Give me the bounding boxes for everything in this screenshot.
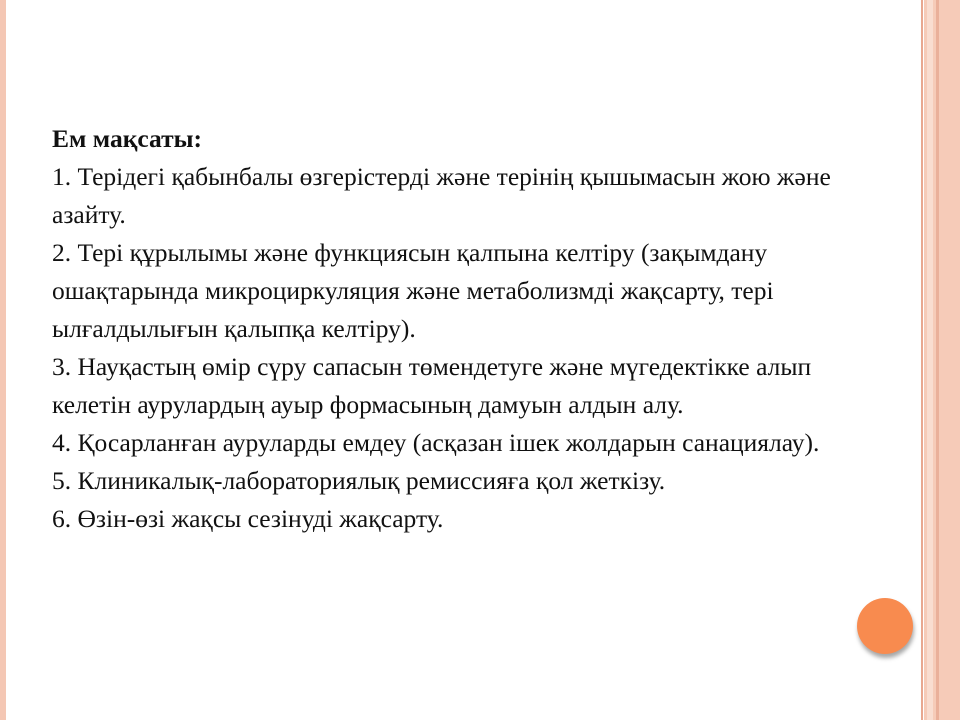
list-item: 3. Науқастың өмір сүру сапасын төмендетуге және мүгедектікке алып келетін аурулардың ауыр формасының дамуын алдын алу. [52,352,812,419]
right-border-line [921,0,923,720]
right-border-line [936,0,939,720]
slide-heading: Ем мақсаты: [52,124,203,153]
list-item: 1. Терідегі қабынбалы өзгерістерді және терінің қышымасын жою және азайту. [52,162,831,229]
list-item: 2. Тері құрылымы және функциясын қалпына келтіру (зақымдану ошақтарында микроциркуляция және метаболизмді жақсарту, тері ылғалдылығын қалыпқа келтіру). [52,238,774,343]
list-item: 4. Қосарланған ауруларды емдеу (асқазан ішек жолдарын санациялау). [52,428,820,457]
list-item: 5. Клиникалық-лабораториялық ремиссияға қол жеткізу. [52,466,666,495]
slide-body [52,120,872,538]
list-item: 6. Өзін-өзі жақсы сезінуді жақсарту. [52,504,444,533]
right-border-stripe-light [927,0,933,720]
orange-circle-decoration [857,598,913,654]
left-border-decoration [0,0,6,720]
